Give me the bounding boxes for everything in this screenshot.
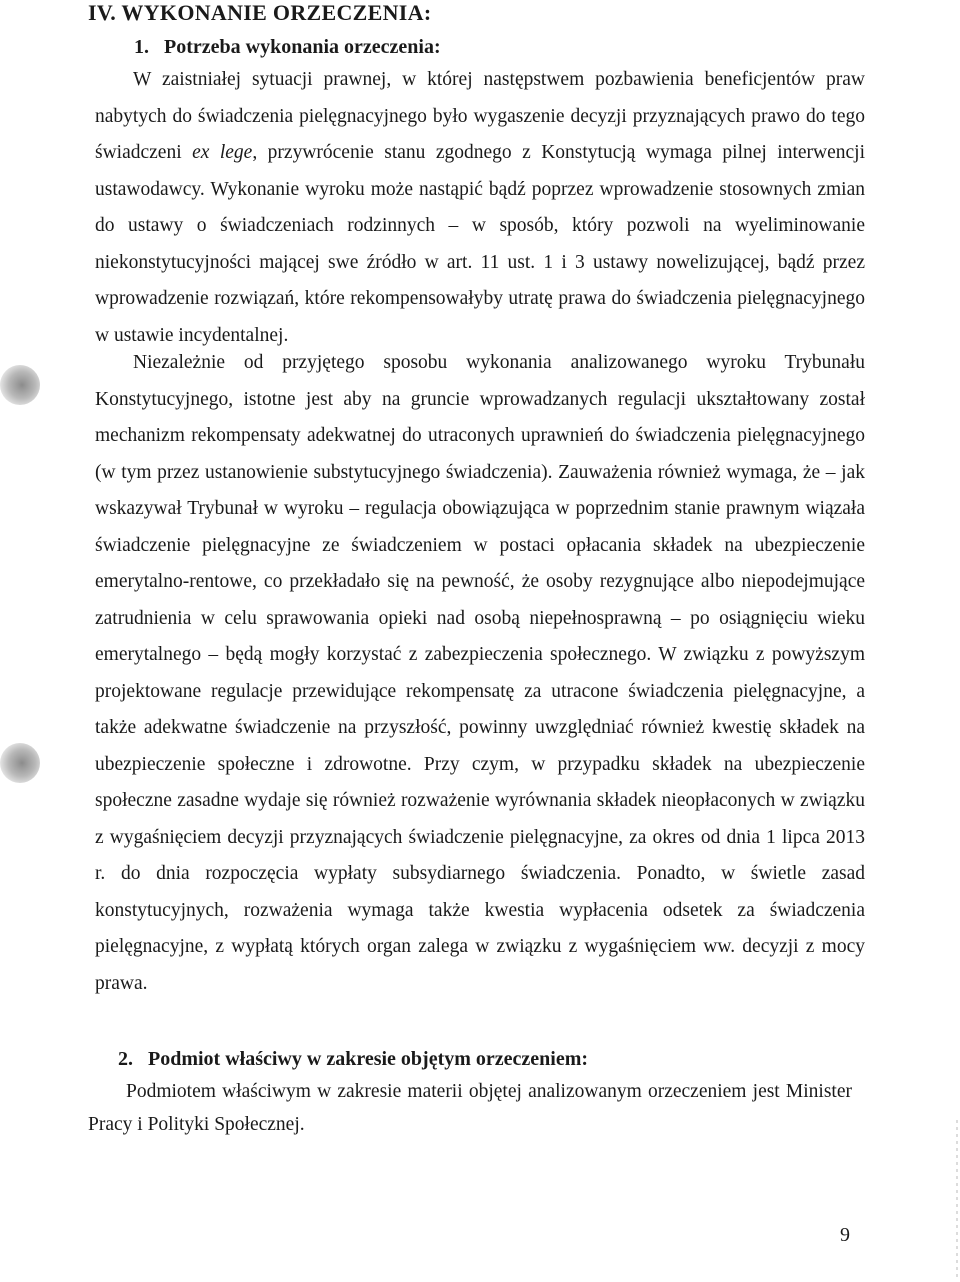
paragraph-1-italic-ex-lege: ex lege (192, 142, 253, 163)
paragraph-2: Niezależnie od przyjętego sposobu wykonania analizowanego wyroku Trybunału Konstytucyjnego, istotne jest aby na gruncie wprowadzanych regulacji ukształtowany został mechanizm rekompensaty adekwatnej do utraconych uprawnień do świadczenia pielęgnacyjnego (w tym przez ustanowienie substytucyjnego świadczenia). Zauważenia również wymaga, że – jak wskazywał Trybunał w wyroku – regulacja obowiązująca w poprzednim stanie prawnym wiązała świadczenie pielęgnacyjne ze świadczeniem w postaci opłacania składek na ubezpieczenie emerytalno-rentowe, co przekładało się na pewność, że osoby rezygnujące albo niepodejmujące zatrudnienia w celu sprawowania opieki nad osobą niepełnosprawną – po osiągnięciu wieku emerytalnego – będą mogły korzystać z zabezpieczenia społecznego. W związku z powyższym projektowane regulacje przewidujące rekompensatę za utracone świadczenia pielęgnacyjne, a także adekwatne świadczenie na przyszłość, powinny uwzględniać również kwestię składek na ubezpieczenie społeczne i zdrowotne. Przy czym, w przypadku składek na ubezpieczenie społeczne zasadne wydaje się również rozważenie wyrównania składek nieopłaconych w związku z wygaśnięciem decyzji przyznających świadczenie pielęgnacyjne, za okres od dnia 1 lipca 2013 r. do dnia rozpoczęcia wypłaty subsydiarnego świadczenia. Ponadto, w świetle zasad konstytucyjnych, rozważenia wymaga także kwestia wypłacenia odsetek za świadczenia pielęgnacyjne, z wypłatą których organ zalega w związku z wygaśnięciem ww. decyzji z mocy prawa. (95, 352, 865, 994)
paragraph-1-part-b: , przywrócenie stanu zgodnego z Konstytucją wymaga pilnej interwencji ustawodawcy. Wykonanie wyroku może nastąpić bądź poprzez wprowadzenie stosownych zmian do ustawy o świadczeniach rodzinnych – w sposób, który pozwoli na wyeliminowanie niekonstytucyjności mającej swe źródło w art. 11 ust. 1 i 3 ustawy nowelizującej, bądź przez wprowadzenie rozwiązań, które rekompensowałyby utratę prawa do świadczenia pielęgnacyjnego w ustawie incydentalnej. (95, 142, 865, 346)
subsection-2-number: 2. (118, 1048, 133, 1070)
paragraph-1-part-a: W zaistniałej sytuacji prawnej, w której następstwem pozbawienia beneficjentów praw nabytych do świadczenia pielęgnacyjnego było wygaszenie decyzji przyznających prawo do tego świadczeni (95, 69, 865, 163)
paragraph-3: Podmiotem właściwym w zakresie materii objętej analizowanym orzeczeniem jest Minister Pracy i Polityki Społecznej. (88, 1081, 852, 1135)
subsection-2-title: Podmiot właściwy w zakresie objętym orzeczeniem: (148, 1048, 589, 1070)
punch-hole-mark (0, 365, 40, 405)
paragraph-1 (95, 62, 865, 354)
subsection-2-heading (118, 1048, 588, 1071)
subsection-1-number: 1. (134, 36, 149, 58)
scan-edge-mark (956, 1120, 958, 1280)
subsection-1-title: Potrzeba wykonania orzeczenia: (164, 36, 441, 58)
punch-hole-mark (0, 743, 40, 783)
subsection-1-heading (134, 36, 441, 59)
page-number: 9 (840, 1224, 850, 1246)
section-heading: IV. WYKONANIE ORZECZENIA: (88, 0, 432, 25)
